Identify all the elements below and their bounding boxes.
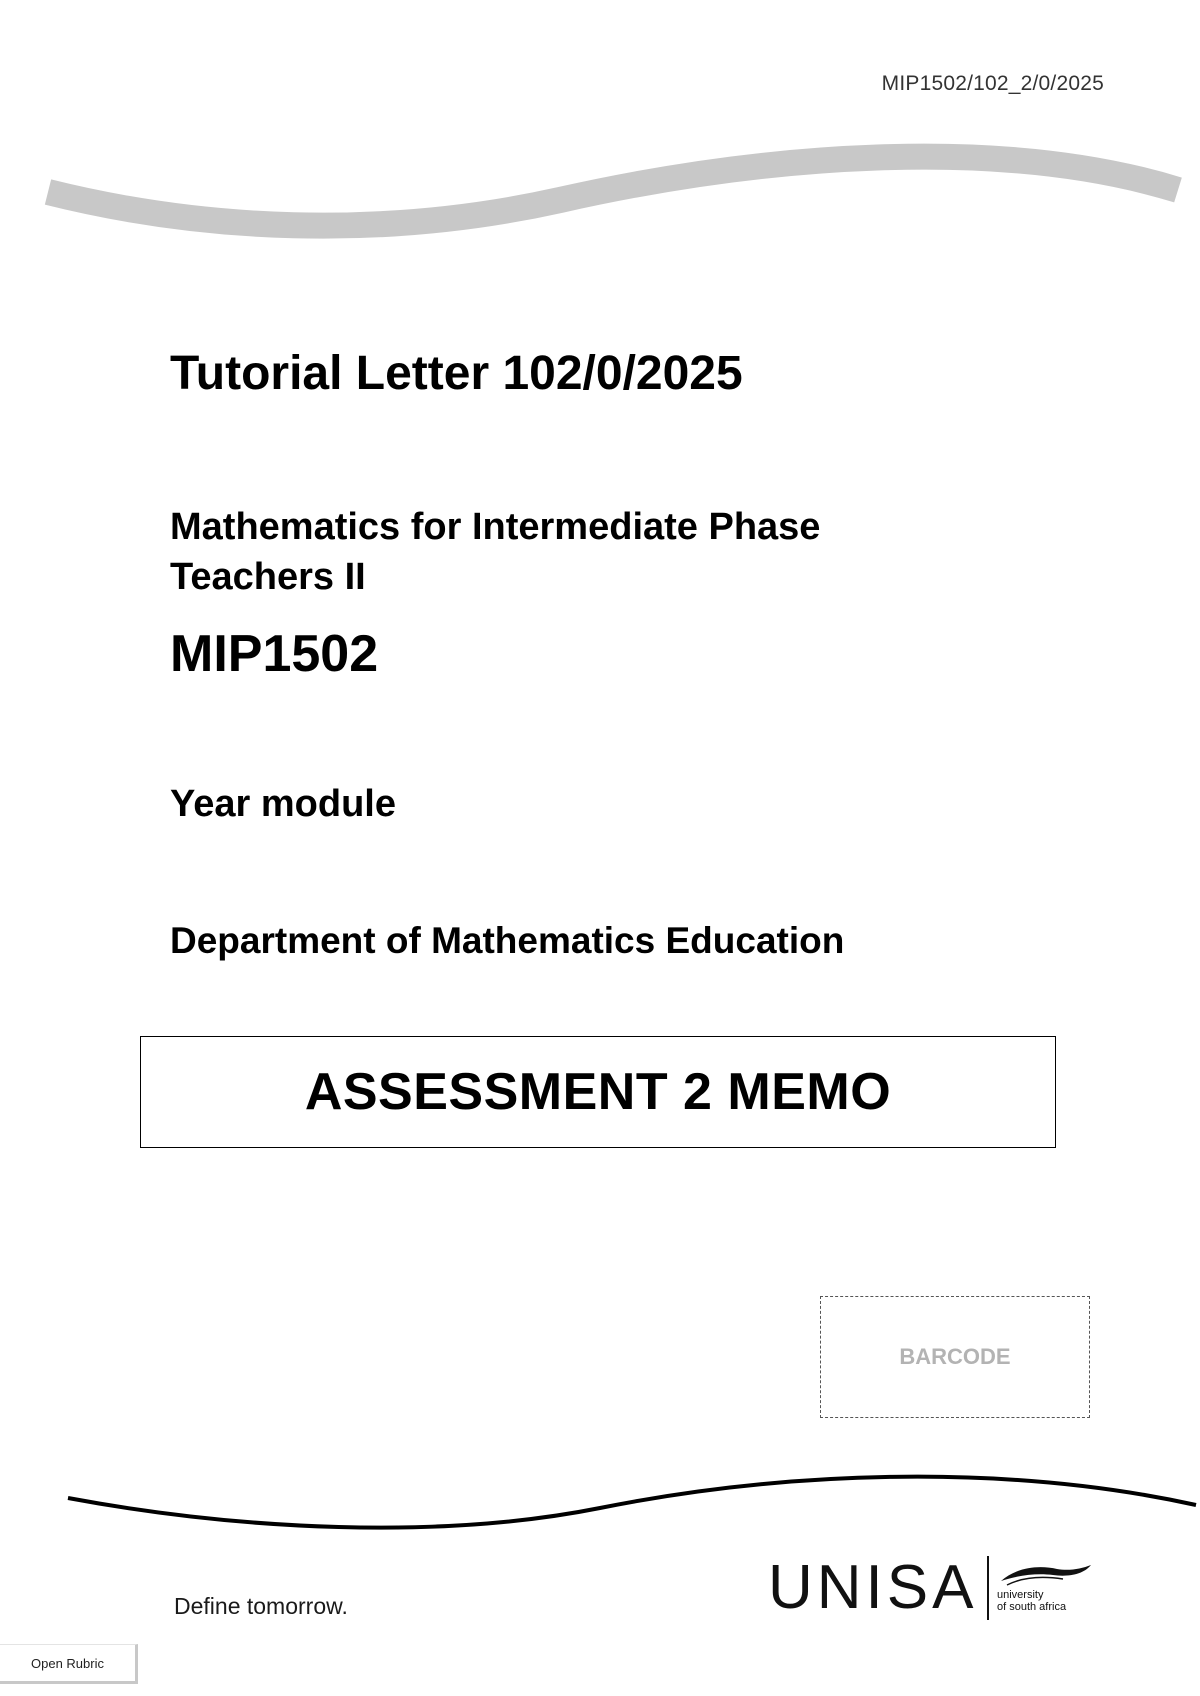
barcode-placeholder-text: BARCODE — [899, 1344, 1011, 1369]
assessment-memo-label: ASSESSMENT 2 MEMO — [304, 1063, 892, 1121]
department-name: Department of Mathematics Education — [170, 920, 845, 961]
unisa-wordmark: UNISA — [768, 1553, 978, 1622]
module-type: Year module — [170, 783, 396, 825]
open-rubric-button[interactable] — [0, 1644, 138, 1684]
decorative-grey-wave — [0, 130, 1200, 260]
unisa-tagline: Define tomorrow. — [174, 1593, 348, 1619]
logo-line-university: university — [996, 1589, 1044, 1601]
document-code: MIP1502/102_2/0/2025 — [881, 72, 1104, 95]
module-name: Mathematics for Intermediate Phase Teachers II — [170, 506, 821, 598]
decorative-black-wave — [0, 1460, 1200, 1550]
tutorial-letter-title: Tutorial Letter 102/0/2025 — [170, 347, 743, 400]
logo-line-south-africa: of south africa — [996, 1601, 1067, 1613]
module-code: MIP1502 — [170, 625, 379, 683]
logo-emblem — [997, 1563, 1093, 1613]
unisa-logo — [768, 1548, 1093, 1628]
flying-bird-icon — [997, 1563, 1093, 1589]
assessment-memo-banner — [140, 1036, 1056, 1148]
logo-divider — [987, 1556, 989, 1620]
barcode-placeholder-box — [820, 1296, 1090, 1418]
open-rubric-label: Open Rubric — [31, 1655, 104, 1671]
